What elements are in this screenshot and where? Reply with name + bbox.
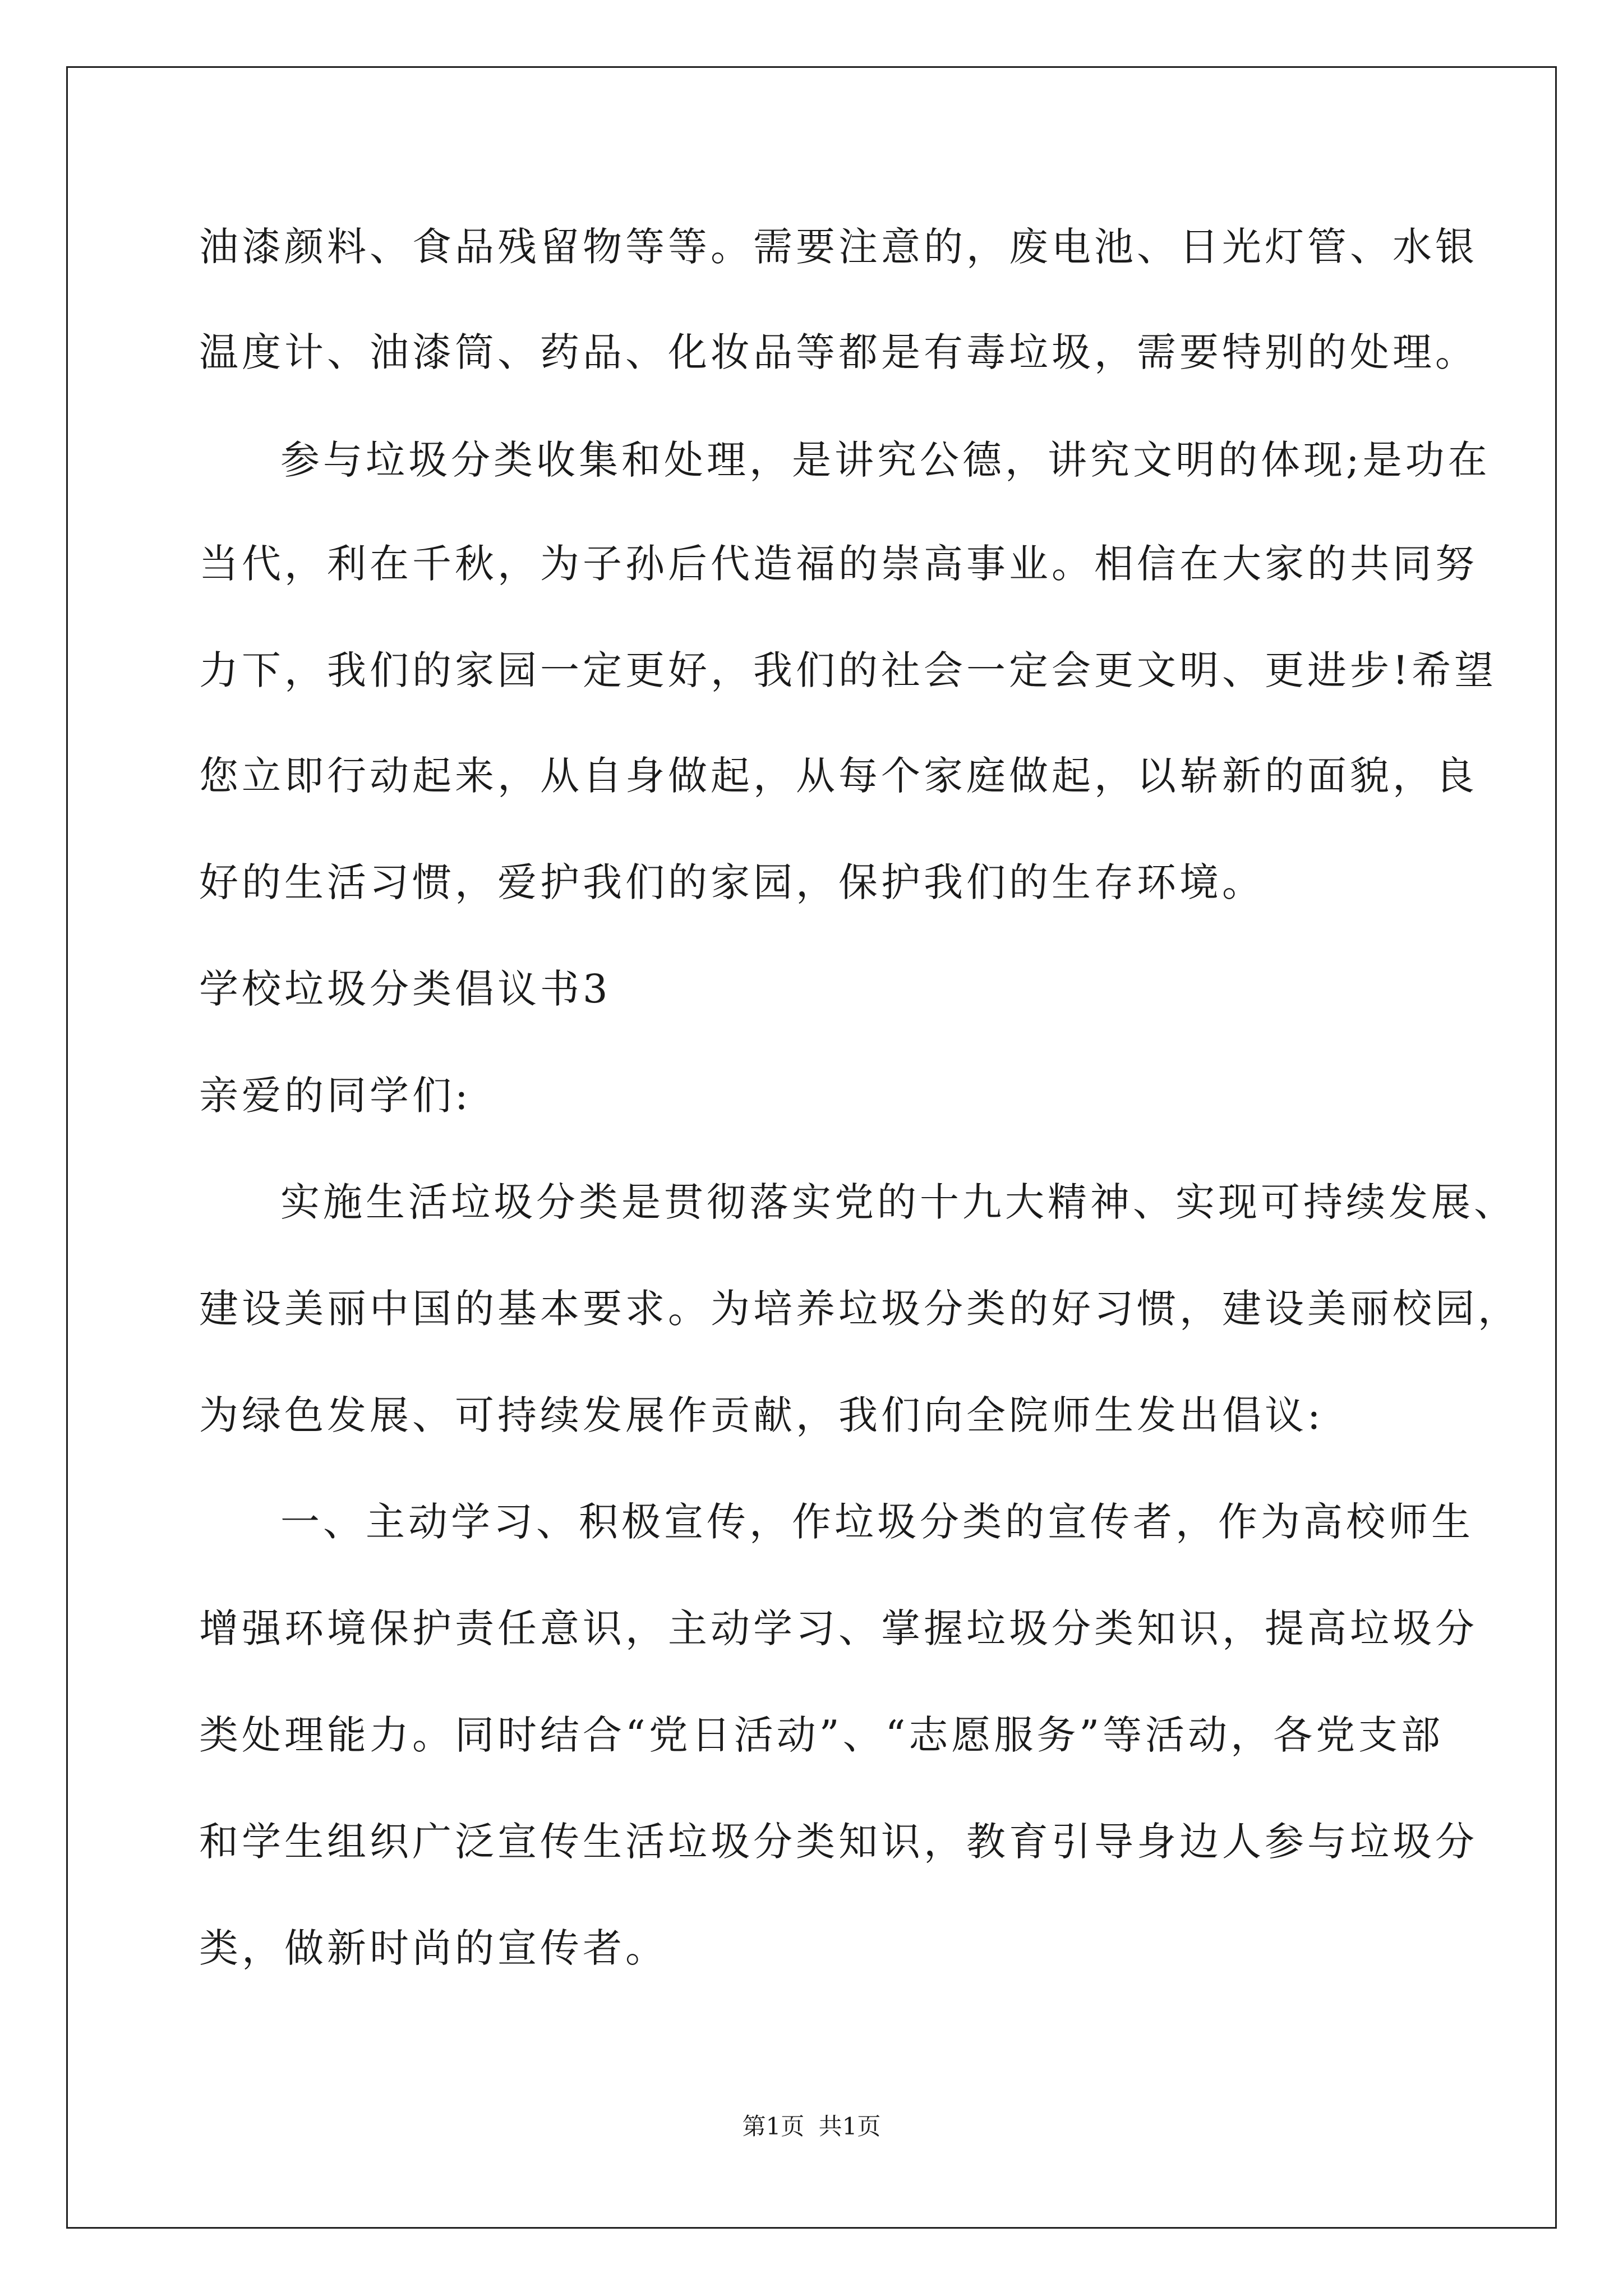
text-line-5: 力下，我们的家园一定更好，我们的社会一定会更文明、更进步!希望 <box>199 647 1497 693</box>
text-line-7: 好的生活习惯，爱护我们的家园，保护我们的生存环境。 <box>199 859 1265 905</box>
text-line-17: 类，做新时尚的宣传者。 <box>199 1925 668 1971</box>
text-line-1: 油漆颜料、食品残留物等等。需要注意的，废电池、日光灯管、水银 <box>199 224 1478 270</box>
section-heading: 学校垃圾分类倡议书3 <box>199 966 611 1012</box>
page-footer <box>0 2115 1623 2138</box>
text-line-10: 实施生活垃圾分类是贯彻落实党的十九大精神、实现可持续发展、 <box>280 1179 1516 1225</box>
text-line-15: 类处理能力。同时结合“党日活动”、“志愿服务”等活动，各党支部 <box>199 1712 1444 1758</box>
text-line-2: 温度计、油漆筒、药品、化妆品等都是有毒垃圾，需要特别的处理。 <box>199 329 1478 375</box>
text-line-3: 参与垃圾分类收集和处理，是讲究公德，讲究文明的体现;是功在 <box>280 437 1491 483</box>
text-line-12: 为绿色发展、可持续发展作贡献，我们向全院师生发出倡议: <box>199 1392 1324 1438</box>
text-line-14: 增强环境保护责任意识，主动学习、掌握垃圾分类知识，提高垃圾分 <box>199 1605 1478 1651</box>
text-line-13: 一、主动学习、积极宣传，作垃圾分类的宣传者，作为高校师生 <box>280 1499 1474 1545</box>
text-line-6: 您立即行动起来，从自身做起，从每个家庭做起，以崭新的面貌，良 <box>199 753 1478 799</box>
text-line-11: 建设美丽中国的基本要求。为培养垃圾分类的好习惯，建设美丽校园， <box>199 1286 1520 1332</box>
text-line-4: 当代，利在千秋，为子孙后代造福的崇高事业。相信在大家的共同努 <box>199 541 1478 587</box>
page-total: 共1页 <box>818 2113 881 2140</box>
page-border <box>66 66 1557 2229</box>
text-line-16: 和学生组织广泛宣传生活垃圾分类知识，教育引导身边人参与垃圾分 <box>199 1819 1478 1865</box>
salutation: 亲爱的同学们: <box>199 1073 472 1119</box>
page-number: 第1页 <box>742 2113 805 2140</box>
